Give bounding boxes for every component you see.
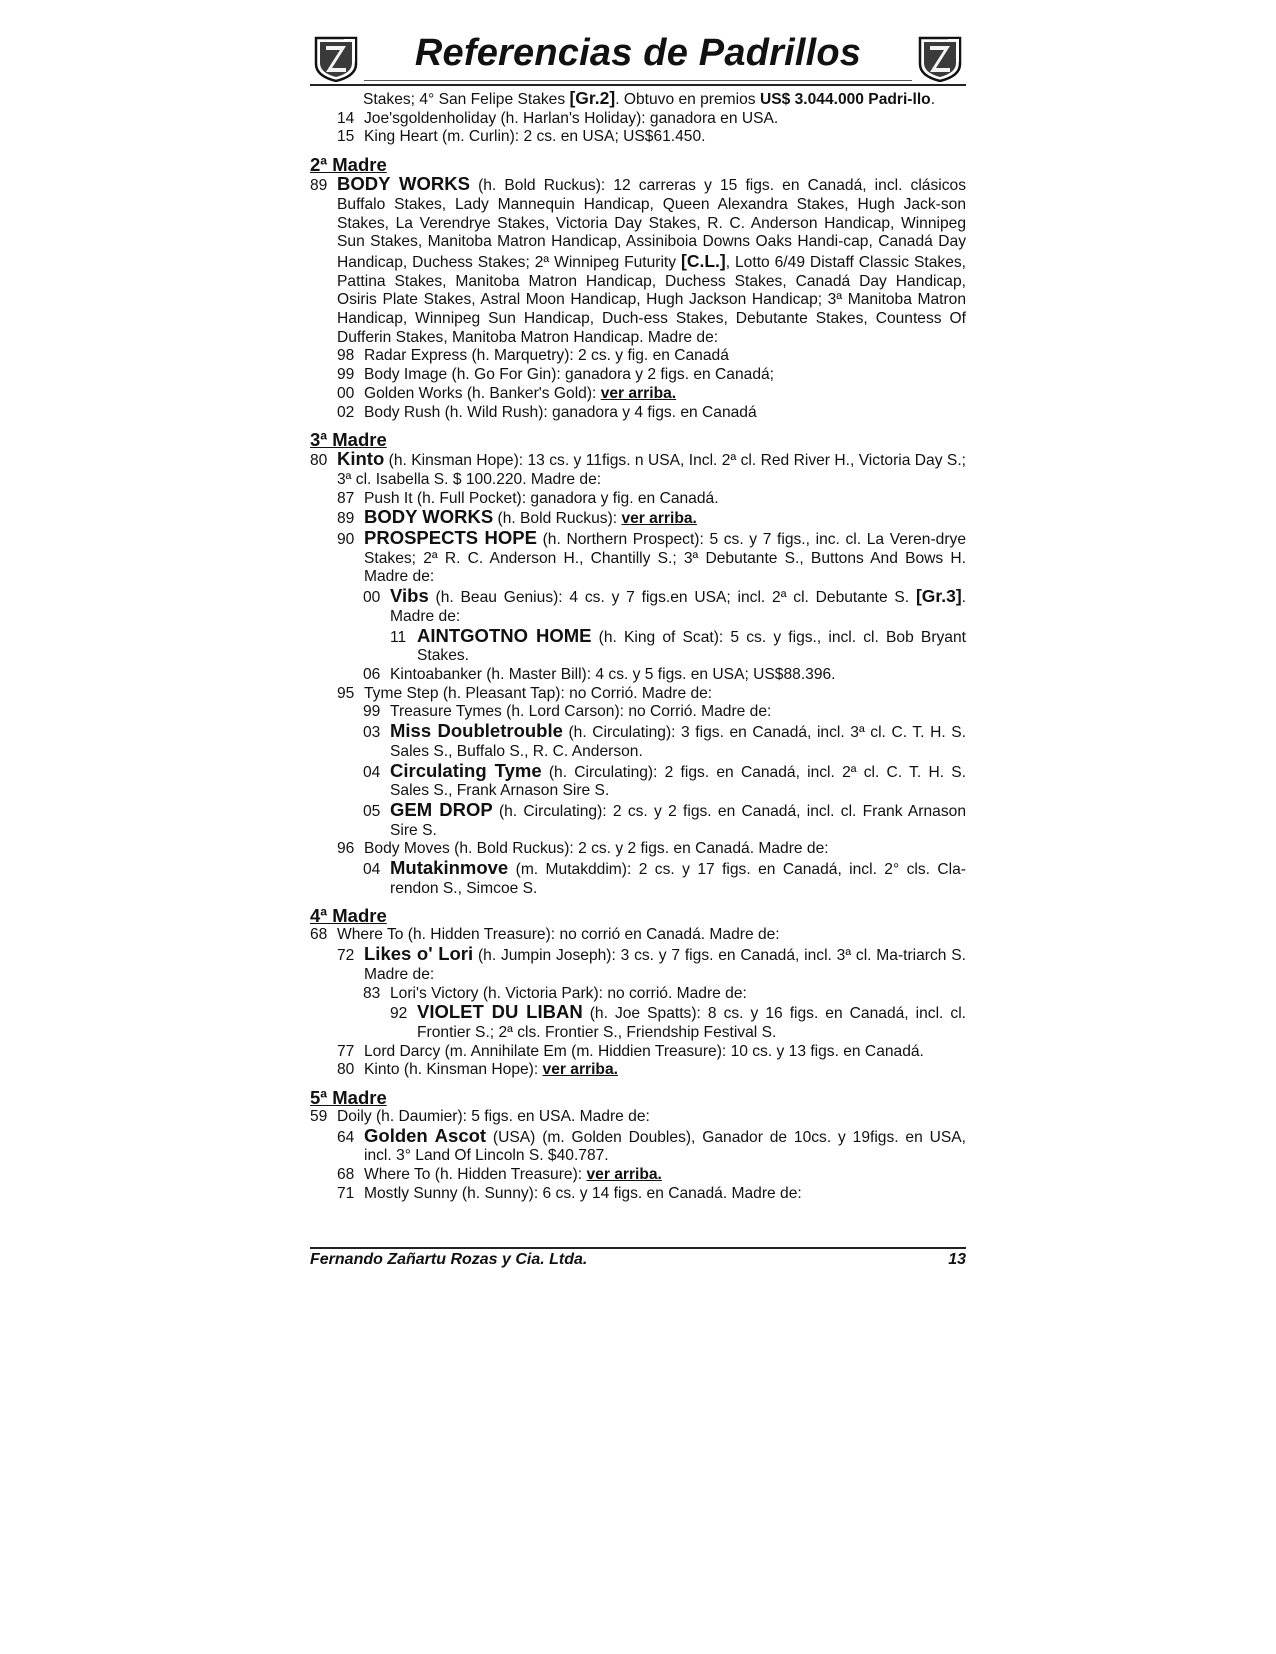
horse-name: GEM DROP xyxy=(390,798,493,820)
list-item xyxy=(390,624,966,666)
entry-text: Kintoabanker (h. Master Bill): 4 cs. y 5 figs. en USA; US$88.396. xyxy=(390,665,836,683)
text-fragment: (m. Mutakddim): 2 cs. y 17 figs. en Canadá, incl. 2° cls. Cla-rendon S., Simcoe S. xyxy=(390,861,966,897)
entry-text: Lori's Victory (h. Victoria Park): no corrió. Madre de: xyxy=(390,984,747,1002)
year-label: 90 xyxy=(337,531,355,549)
entry-text xyxy=(337,450,966,489)
text-fragment: (h. Circulating): 2 figs. en Canadá, incl. 2ª cl. C. T. H. S. Sales S., Frank Arnason Sire S. xyxy=(390,763,966,800)
list-item xyxy=(337,366,966,385)
logo-shield-icon xyxy=(312,34,360,82)
grade-label: [C.L.] xyxy=(681,250,726,271)
year-label: 98 xyxy=(337,347,355,365)
entry-text xyxy=(364,1061,966,1080)
text-fragment: (h. King of Scat): 5 cs. y figs., incl. cl. Bob Bryant Stakes. xyxy=(417,628,966,665)
year-label: 15 xyxy=(337,128,355,146)
page-number: 13 xyxy=(948,1251,966,1268)
text-fragment: Golden Works (h. Banker's Gold): xyxy=(364,384,601,402)
year-label: 92 xyxy=(390,1005,408,1023)
horse-name: Miss Doubletrouble xyxy=(390,720,563,742)
list-item xyxy=(363,587,966,626)
year-label: 03 xyxy=(363,724,381,742)
page-footer xyxy=(310,1247,966,1269)
text-fragment: Where To (h. Hidden Treasure): xyxy=(364,1166,587,1184)
entry-text: Lord Darcy (m. Annihilate Em (m. Hiddien Treasure): 10 cs. y 13 figs. en Canadá. xyxy=(364,1042,924,1060)
entry-text xyxy=(364,385,966,404)
year-label: 89 xyxy=(310,177,328,195)
entry-text: Body Moves (h. Bold Ruckus): 2 cs. y 2 figs. en Canadá. Madre de: xyxy=(364,840,829,858)
horse-name: BODY WORKS xyxy=(364,506,494,528)
entry-text: Mostly Sunny (h. Sunny): 6 cs. y 14 figs. en Canadá. Madre de: xyxy=(364,1184,802,1202)
horse-name: PROSPECTS HOPE xyxy=(364,527,537,549)
year-label: 04 xyxy=(363,763,381,781)
ver-arriba-link[interactable]: ver arriba. xyxy=(542,1061,618,1079)
year-label: 06 xyxy=(363,665,381,683)
text-fragment: Kinto (h. Kinsman Hope): xyxy=(364,1061,543,1079)
list-item xyxy=(363,798,966,840)
page-title: Referencias de Padrillos xyxy=(414,32,862,74)
list-item xyxy=(337,1061,966,1080)
year-label: 80 xyxy=(310,452,328,470)
document-page xyxy=(310,30,966,1204)
year-label: 00 xyxy=(337,384,355,402)
section-heading: 5ª Madre xyxy=(310,1087,387,1109)
text-fragment: . Madre de: xyxy=(390,589,966,625)
entry-text xyxy=(390,798,966,840)
year-label: 68 xyxy=(337,1166,355,1184)
entry-text: Tyme Step (h. Pleasant Tap): no Corrió. Madre de: xyxy=(364,684,713,702)
list-item xyxy=(310,175,966,347)
list-item xyxy=(363,666,966,685)
list-item xyxy=(337,404,966,423)
entry-text: King Heart (m. Curlin): 2 cs. en USA; US$61.450. xyxy=(364,128,706,146)
year-label: 05 xyxy=(363,802,381,820)
list-item xyxy=(337,1166,966,1185)
list-item xyxy=(337,1185,966,1204)
list-item xyxy=(363,759,966,801)
list-item xyxy=(337,685,966,704)
text-fragment: (h. Circulating): 2 cs. y 2 figs. en Canadá, incl. cl. Frank Arnason Sire S. xyxy=(390,802,966,839)
entry-text xyxy=(364,1166,966,1185)
text-fragment: (h. Beau Genius): 4 cs. y 7 figs.en USA; incl. 2ª cl. Debutante S. xyxy=(428,589,916,607)
text-fragment: Stakes; 4° San Felipe Stakes xyxy=(363,91,570,108)
list-item xyxy=(337,385,966,404)
text-fragment: , Lotto 6/49 Distaff Classic Stakes, Pattina Stakes, Manitoba Matron Handicap, Duchess Stakes, Canadá Day Handicap, Osiris Plate Stakes, Astral Moon Handicap, Hugh Jackson Handicap; 3ª Manitoba Matron Handicap, Winnipeg Sun Handicap, Duch-ess Stakes, Debutante Stakes, Countess Of Dufferin Stakes, Manitoba Matron Handicap. Madre de: xyxy=(337,253,966,346)
year-label: 04 xyxy=(363,861,381,879)
entry-text xyxy=(337,175,966,347)
year-label: 68 xyxy=(310,926,328,944)
text-fragment: (USA) (m. Golden Doubles), Ganador de 10cs. y 19figs. en USA, incl. 3° Land Of Lincoln S. $40.787. xyxy=(364,1128,966,1165)
text-fragment: (h. Bold Ruckus): xyxy=(493,510,622,528)
grade-label: [Gr.2] xyxy=(569,88,616,108)
entry-text xyxy=(390,587,966,626)
year-label: 02 xyxy=(337,403,355,421)
year-label: 95 xyxy=(337,684,355,702)
horse-name: Circulating Tyme xyxy=(390,759,542,781)
year-label: 64 xyxy=(337,1128,355,1146)
list-item xyxy=(337,508,966,529)
horse-name: AINTGOTNO HOME xyxy=(417,624,592,646)
year-label: 96 xyxy=(337,840,355,858)
list-item xyxy=(337,347,966,366)
section-heading: 2ª Madre xyxy=(310,154,387,176)
year-label: 87 xyxy=(337,489,355,507)
section-heading: 3ª Madre xyxy=(310,429,387,451)
year-label: 72 xyxy=(337,947,355,965)
entry-text xyxy=(364,945,966,984)
horse-name: Vibs xyxy=(390,585,429,607)
horse-name: Golden Ascot xyxy=(364,1124,487,1146)
entry-text xyxy=(390,722,966,761)
text-fragment: (h. Northern Prospect): 5 cs. y 7 figs., inc. cl. La Veren-drye Stakes; 2ª R. C. Anderson H., Chantilly S.; 3ª Debutante S., Buttons And Bows H. Madre de: xyxy=(364,531,966,586)
grade-label: [Gr.3] xyxy=(915,586,962,607)
list-item xyxy=(363,859,966,898)
logo-shield-icon xyxy=(916,34,964,82)
entry-text: Treasure Tymes (h. Lord Carson): no Corrió. Madre de: xyxy=(390,703,772,721)
entry-text xyxy=(417,624,966,666)
year-label: 99 xyxy=(363,703,381,721)
year-label: 77 xyxy=(337,1042,355,1060)
entry-text xyxy=(364,1124,966,1166)
entry-text: Radar Express (h. Marquetry): 2 cs. y fig. en Canadá xyxy=(364,347,729,365)
entry-text: Where To (h. Hidden Treasure): no corrió en Canadá. Madre de: xyxy=(337,926,780,944)
text-fragment: . xyxy=(930,91,936,108)
text-fragment: (h. Kinsman Hope): 13 cs. y 11figs. n USA, Incl. 2ª cl. Red River H., Victoria Day S.; 3ª cl. Isabella S. $ 100.220. Madre de: xyxy=(337,452,966,488)
ver-arriba-link[interactable]: ver arriba. xyxy=(621,510,697,528)
list-item xyxy=(337,128,966,147)
year-label: 14 xyxy=(337,109,355,127)
year-label: 83 xyxy=(363,984,381,1002)
entry-text: Push It (h. Full Pocket): ganadora y fig. en Canadá. xyxy=(364,489,719,507)
list-item xyxy=(337,1043,966,1062)
text-fragment: . Obtuvo en premios xyxy=(615,91,760,108)
continuation-text xyxy=(363,89,966,110)
earnings-bold: US$ 3.044.000 Padri-llo xyxy=(759,91,931,108)
year-label: 71 xyxy=(337,1184,355,1202)
year-label: 99 xyxy=(337,366,355,384)
horse-name: Mutakinmove xyxy=(390,857,509,879)
entry-text xyxy=(390,759,966,801)
footer-company: Fernando Zañartu Rozas y Cia. Ltda. xyxy=(310,1251,588,1268)
entry-text: Body Rush (h. Wild Rush): ganadora y 4 figs. en Canadá xyxy=(364,403,757,421)
ver-arriba-link[interactable]: ver arriba. xyxy=(600,384,677,402)
year-label: 00 xyxy=(363,589,381,607)
text-fragment: (h. Jumpin Joseph): 3 cs. y 7 figs. en Canadá, incl. 3ª cl. Ma-triarch S. Madre de: xyxy=(364,947,966,983)
text-fragment: (h. Bold Ruckus): 12 carreras y 15 figs. en Canadá, incl. clásicos Buffalo Stakes, Lady Mannequin Handicap, Queen Alexandra Stakes, Hugh Jack-son Stakes, La Verendrye Stakes, Victoria Day Stakes, R. C. Anderson Handicap, Winnipeg Sun Stakes, Manitoba Matron Handicap, Assiniboia Downs Oaks Handi-cap, Canadá Day Handicap, Duchess Stakes; 2ª Winnipeg Futurity xyxy=(337,177,966,271)
entry-text xyxy=(417,1003,966,1042)
horse-name: Kinto xyxy=(337,448,385,470)
pedigree-content xyxy=(310,89,966,1204)
entry-text xyxy=(364,529,966,587)
year-label: 11 xyxy=(390,628,407,646)
list-item xyxy=(310,450,966,489)
entry-text: Body Image (h. Go For Gin): ganadora y 2 figs. en Canadá; xyxy=(364,366,774,384)
list-item xyxy=(390,1003,966,1042)
list-item xyxy=(337,1124,966,1166)
year-label: 80 xyxy=(337,1061,355,1079)
list-item xyxy=(363,722,966,761)
entry-text xyxy=(364,508,966,529)
list-item xyxy=(337,529,966,587)
year-label: 59 xyxy=(310,1108,328,1126)
entry-text: Doily (h. Daumier): 5 figs. en USA. Madre de: xyxy=(337,1108,650,1126)
ver-arriba-link[interactable]: ver arriba. xyxy=(586,1166,662,1184)
entry-text xyxy=(390,859,966,898)
section-heading: 4ª Madre xyxy=(310,905,387,927)
list-item xyxy=(337,110,966,129)
horse-name: BODY WORKS xyxy=(337,173,470,195)
year-label: 89 xyxy=(337,510,355,528)
entry-text: Joe'sgoldenholiday (h. Harlan's Holiday): ganadora en USA. xyxy=(364,109,779,127)
page-header xyxy=(310,30,966,86)
horse-name: Likes o' Lori xyxy=(364,943,474,965)
list-item xyxy=(337,945,966,984)
text-fragment: (h. Joe Spatts): 8 cs. y 16 figs. en Canadá, incl. cl. Frontier S.; 2ª cls. Frontier S., Friendship Festival S. xyxy=(417,1005,966,1041)
text-fragment: (h. Circulating): 3 figs. en Canadá, incl. 3ª cl. C. T. H. S. Sales S., Buffalo S., R. C. Anderson. xyxy=(390,724,966,760)
header-rule xyxy=(364,80,912,81)
horse-name: VIOLET DU LIBAN xyxy=(417,1001,583,1023)
